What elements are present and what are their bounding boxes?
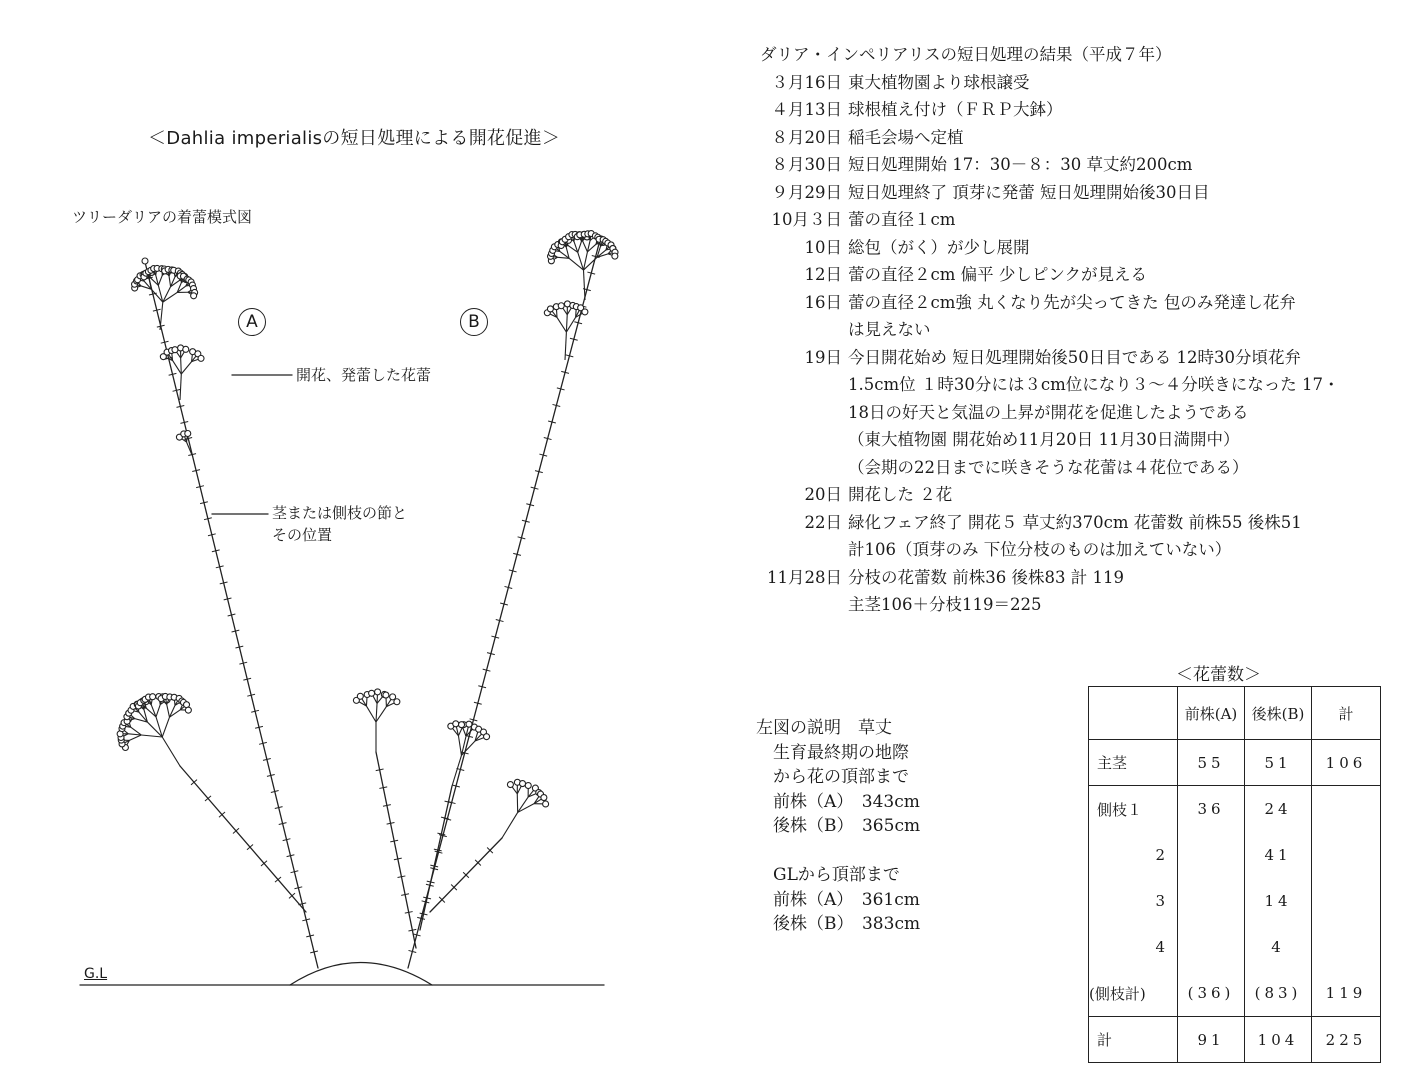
- tree-diagram-label: ツリーダリアの着蕾模式図: [72, 208, 253, 226]
- result-text: 総包（がく）が少し展開: [848, 237, 1030, 257]
- result-row: [760, 151, 1340, 179]
- result-text: 開花した ２花: [848, 485, 953, 504]
- table-cell: 106: [1312, 740, 1381, 786]
- result-date: 19日: [804, 347, 842, 367]
- result-row: [760, 124, 1340, 152]
- flower-branch: [181, 358, 182, 374]
- flower-branch: [156, 705, 160, 717]
- flower-bud: [507, 782, 513, 788]
- legend-line: [756, 839, 920, 864]
- results-log: [760, 41, 1340, 619]
- legend-line: 左図の説明 草丈: [756, 718, 892, 738]
- flower-branch: [169, 276, 171, 287]
- result-row: [760, 591, 1340, 619]
- table-row: [1089, 832, 1381, 878]
- node-annotation-line-1: 茎または側枝の節と: [272, 504, 408, 522]
- table-cell: [1178, 924, 1245, 970]
- lateral-stem-3: [420, 786, 452, 930]
- result-date: [760, 591, 842, 619]
- result-text: 主茎106＋分枝119＝225: [848, 595, 1042, 614]
- flower-branch: [376, 707, 386, 722]
- table-cell: 4: [1089, 924, 1178, 970]
- root-mound: [290, 963, 432, 986]
- diagram-title: ＜Dahlia imperialisの短日処理による開花促進＞: [148, 128, 561, 149]
- result-date: ４月13日: [771, 100, 842, 119]
- flower-branch: [158, 275, 162, 285]
- flower-branch: [566, 315, 567, 332]
- table-cell: (36): [1178, 970, 1245, 1017]
- result-row: [760, 344, 1340, 372]
- flower-branch: [566, 317, 575, 332]
- result-row: [760, 371, 1340, 399]
- table-title: ＜花蕾数＞: [1176, 665, 1261, 685]
- table-cell: [1178, 832, 1245, 878]
- flower-bud: [172, 347, 178, 353]
- flower-bud: [142, 258, 148, 264]
- flower-bud: [369, 690, 375, 696]
- result-date: 16日: [804, 292, 842, 312]
- table-cell: 主茎: [1089, 740, 1178, 786]
- flower-bud: [375, 689, 381, 695]
- plant-b-marker: B: [460, 308, 488, 336]
- table-row: [1089, 1017, 1381, 1063]
- flower-branch: [129, 735, 141, 740]
- table-cell: 24: [1245, 786, 1312, 833]
- result-date: 22日: [804, 512, 842, 532]
- table-cell: [1312, 924, 1381, 970]
- result-date: 10月３日: [771, 210, 842, 229]
- flower-bud: [191, 293, 197, 299]
- result-text: 分枝の花蕾数 前株36 後株83 計 119: [848, 567, 1124, 587]
- result-date: [760, 316, 842, 344]
- flower-bud: [185, 707, 191, 713]
- result-row: [760, 536, 1340, 564]
- result-date: 20日: [804, 485, 842, 504]
- result-date: [760, 371, 842, 399]
- table-row: [1089, 924, 1381, 970]
- result-date: ３月16日: [771, 72, 842, 92]
- result-row: [760, 399, 1340, 427]
- result-text: （東大植物園 開花始め11月20日 11月30日満開中）: [848, 430, 1240, 449]
- flower-branch: [162, 737, 180, 766]
- result-text: 蕾の直径２cm 偏平 少しピンクが見える: [848, 265, 1148, 284]
- table-cell: (83): [1245, 970, 1312, 1017]
- result-text: 蕾の直径１cm: [848, 210, 956, 229]
- result-text: 短日処理終了 頂芽に発蕾 短日処理開始後30日目: [848, 182, 1210, 202]
- result-text: 18日の好天と気温の上昇が開花を促進したようである: [848, 402, 1249, 422]
- result-row: [760, 179, 1340, 207]
- flower-bud: [520, 781, 526, 787]
- result-row: [760, 234, 1340, 262]
- flower-branch: [162, 717, 169, 737]
- table-row: [1089, 878, 1381, 924]
- result-date: [760, 399, 842, 427]
- result-text: は見えない: [848, 320, 931, 339]
- table-cell: 14: [1245, 878, 1312, 924]
- table-cell: 側枝１: [1089, 786, 1178, 833]
- flower-bud: [525, 783, 531, 789]
- flower-branch: [458, 736, 461, 756]
- legend-line: 後株（B） 383cm: [756, 914, 921, 934]
- result-date: [760, 454, 842, 482]
- table-cell: 2: [1089, 832, 1178, 878]
- result-date: 12日: [804, 265, 842, 284]
- flower-bud: [150, 694, 156, 700]
- table-cell: 225: [1312, 1017, 1381, 1063]
- bud-count-table: [1088, 686, 1381, 1063]
- result-row: [760, 481, 1340, 509]
- flower-branch: [141, 735, 162, 737]
- result-date: ８月20日: [771, 127, 842, 147]
- table-cell: 計: [1089, 1017, 1178, 1063]
- flower-bud: [484, 734, 490, 740]
- result-text: 緑化フェア終了 開花５ 草丈約370cm 花蕾数 前株55 後株51: [848, 512, 1302, 532]
- ground-level-label: G.L: [84, 966, 108, 982]
- flower-bud: [543, 801, 549, 807]
- legend-line: 前株（A） 343cm: [756, 791, 920, 812]
- table-cell: 55: [1178, 740, 1245, 786]
- result-text: 稲毛会場へ定植: [848, 127, 964, 147]
- table-header-cell: 計: [1312, 687, 1381, 740]
- table-header-cell: 後株(B): [1245, 687, 1312, 740]
- legend-line: GLから頂部まで: [756, 865, 900, 885]
- result-date: 11月28日: [767, 567, 842, 587]
- flower-branch: [583, 241, 588, 252]
- result-row: [760, 69, 1340, 97]
- flower-bud: [582, 309, 588, 315]
- result-row: [760, 316, 1340, 344]
- node-annotation: [272, 502, 442, 546]
- table-cell: (側枝計): [1089, 970, 1178, 1017]
- flower-bud: [394, 699, 400, 705]
- table-cell: 4: [1245, 924, 1312, 970]
- flower-bud: [541, 795, 547, 801]
- table-cell: 51: [1245, 740, 1312, 786]
- flower-branch: [502, 812, 518, 838]
- plant-a-marker: A: [238, 308, 266, 336]
- table-cell: 3: [1089, 878, 1178, 924]
- result-date: 10日: [804, 237, 842, 257]
- results-rows: [760, 69, 1340, 619]
- result-text: 東大植物園より球根譲受: [848, 72, 1030, 92]
- result-row: [760, 454, 1340, 482]
- flower-bud: [357, 693, 363, 699]
- result-row: [760, 206, 1340, 234]
- table-cell: [1178, 878, 1245, 924]
- diagram-legend: [756, 716, 920, 937]
- result-text: 球根植え付け（ＦＲＰ大鉢）: [848, 100, 1063, 119]
- result-date: ９月29日: [771, 182, 842, 202]
- flower-bud: [185, 431, 191, 437]
- lateral-stem-2: [376, 752, 416, 948]
- flower-branch: [167, 704, 170, 717]
- result-row: [760, 261, 1340, 289]
- result-row: [760, 564, 1340, 592]
- flower-branch: [180, 374, 181, 400]
- flower-branch: [366, 706, 376, 722]
- flower-branch: [376, 703, 377, 722]
- flower-bud: [612, 253, 618, 259]
- flower-bud: [547, 306, 553, 312]
- table-cell: 119: [1312, 970, 1381, 1017]
- result-text: 蕾の直径２cm強 丸くなり先が尖ってきた 包のみ発達し花弁: [848, 292, 1296, 312]
- legend-line: 後株（B） 365cm: [756, 816, 921, 836]
- table-cell: [1312, 832, 1381, 878]
- result-row: [760, 426, 1340, 454]
- result-text: 今日開花始め 短日処理開始後50日目である 12時30分頃花弁: [848, 347, 1301, 367]
- table-cell: 104: [1245, 1017, 1312, 1063]
- flower-branch: [557, 317, 566, 332]
- table-cell: 91: [1178, 1017, 1245, 1063]
- flower-bud: [459, 722, 465, 728]
- flower-branch: [565, 332, 566, 360]
- flower-bud: [183, 346, 189, 352]
- flower-branch: [181, 362, 191, 374]
- bud-annotation: 開花、発蕾した花蕾: [296, 366, 432, 384]
- flower-bud: [198, 355, 204, 361]
- result-row: [760, 509, 1340, 537]
- node-annotation-line-2: その位置: [272, 526, 333, 544]
- legend-line: 前株（A） 361cm: [756, 889, 920, 910]
- table-row: [1089, 970, 1381, 1017]
- legend-line: 生育最終期の地際: [756, 742, 909, 763]
- results-heading: ダリア・インペリアリスの短日処理の結果（平成７年）: [760, 45, 1172, 64]
- result-date: [760, 536, 842, 564]
- flower-bud: [383, 692, 389, 698]
- table-header-row: [1089, 687, 1381, 740]
- table-cell: [1312, 878, 1381, 924]
- result-row: [760, 289, 1340, 317]
- result-text: 短日処理開始 17：30－８：30 草丈約200cm: [848, 155, 1193, 174]
- flower-branch: [584, 270, 585, 300]
- result-date: ８月30日: [771, 155, 842, 174]
- flower-bud: [453, 721, 459, 727]
- result-date: [760, 426, 842, 454]
- result-text: 計106（頂芽のみ 下位分枝のものは加えていない）: [848, 540, 1232, 559]
- flower-bud: [558, 303, 564, 309]
- flower-branch: [173, 360, 182, 374]
- table-header-cell: 前株(A): [1178, 687, 1245, 740]
- result-text: 1.5cm位 １時30分には３cm位になり３～４分咲きになった 17・: [848, 375, 1340, 394]
- table-header-cell: [1089, 687, 1178, 740]
- flower-branch: [578, 241, 582, 252]
- result-row: [760, 96, 1340, 124]
- table-row: [1089, 786, 1381, 833]
- legend-line: から花の頂部まで: [756, 767, 909, 787]
- table-row: [1089, 740, 1381, 786]
- table-cell: 36: [1178, 786, 1245, 833]
- table-cell: 41: [1245, 832, 1312, 878]
- result-text: （会期の22日までに咲きそうな花蕾は４花位である）: [848, 457, 1249, 477]
- table-cell: [1312, 786, 1381, 833]
